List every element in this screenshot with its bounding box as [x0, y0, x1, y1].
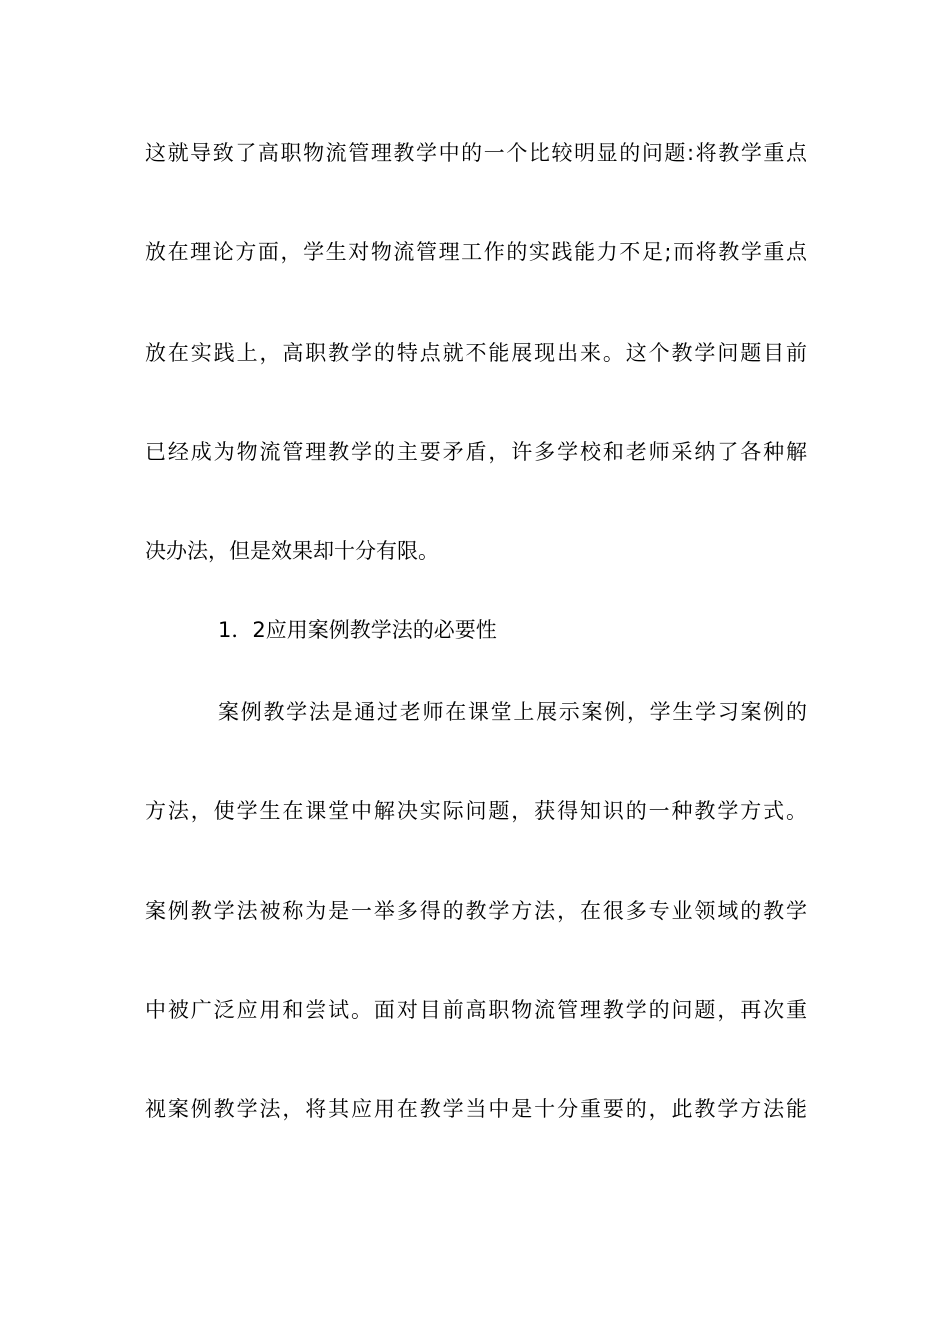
- paragraph-2-line-4: 中被广泛应用和尝试。面对目前高职物流管理教学的问题，再次重: [145, 998, 807, 1022]
- paragraph-1-line-2: 放在理论方面，学生对物流管理工作的实践能力不足;而将教学重点: [145, 240, 807, 264]
- paragraph-2-line-5: 视案例教学法，将其应用在教学当中是十分重要的，此教学方法能: [145, 1097, 807, 1121]
- paragraph-2-line-3: 案例教学法被称为是一举多得的教学方法，在很多专业领域的教学: [145, 899, 807, 923]
- paragraph-1-line-3: 放在实践上，高职教学的特点就不能展现出来。这个教学问题目前: [145, 341, 807, 365]
- paragraph-1-line-1: 这就导致了高职物流管理教学中的一个比较明显的问题:将教学重点: [145, 141, 807, 165]
- section-heading: 1．2应用案例教学法的必要性: [218, 618, 497, 642]
- paragraph-1-line-5: 决办法，但是效果却十分有限。: [145, 539, 439, 563]
- paragraph-1-line-4: 已经成为物流管理教学的主要矛盾，许多学校和老师采纳了各种解: [145, 440, 807, 464]
- paragraph-2-line-1: 案例教学法是通过老师在课堂上展示案例，学生学习案例的: [218, 700, 807, 724]
- paragraph-2-line-2: 方法，使学生在课堂中解决实际问题，获得知识的一种教学方式。: [145, 799, 807, 823]
